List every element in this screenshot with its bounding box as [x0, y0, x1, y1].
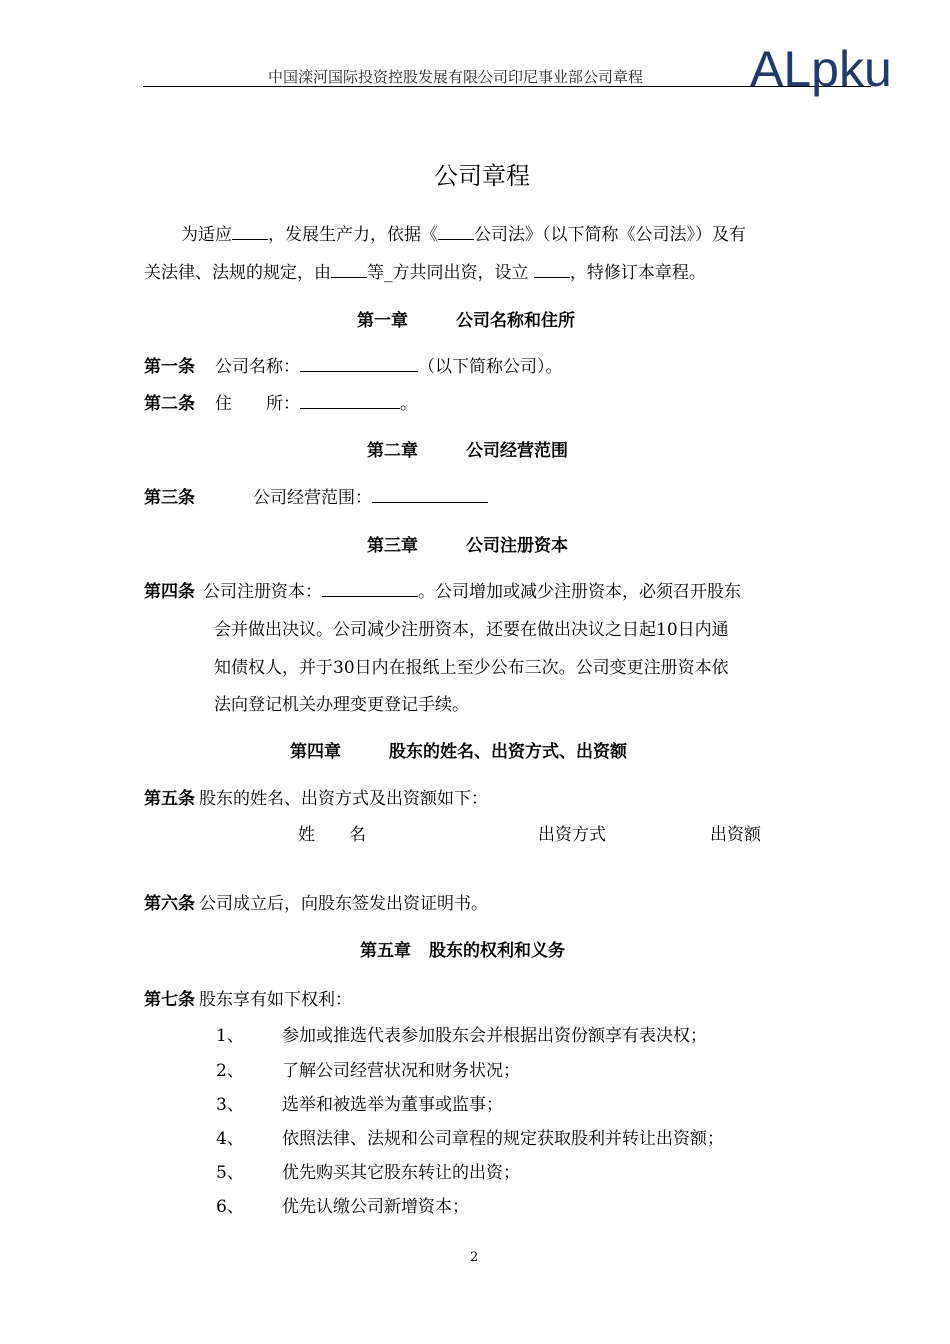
article-suffix: 。 [400, 394, 417, 414]
page-number: 2 [470, 1250, 479, 1265]
list-item-number: 3、 [216, 1095, 244, 1115]
list-item-text: 参加或推选代表参加股东会并根据出资份额享有表决权； [282, 1026, 707, 1046]
article-label: 公司经营范围： [253, 488, 372, 508]
article-number: 第四条 [144, 582, 195, 602]
blank-line [322, 580, 418, 597]
column-header-amount: 出资额 [710, 825, 761, 845]
article-2 [144, 389, 417, 414]
article-4-line-4: 法向登记机关办理变更登记手续。 [214, 695, 469, 715]
chapter-title: 股东的姓名、出资方式、出资额 [389, 742, 627, 762]
article-number: 第一条 [144, 357, 195, 377]
preamble-text: ，发展生产力，依据《 [268, 225, 438, 245]
page-title: 公司章程 [434, 162, 530, 190]
preamble-text: 等_方共同出资，设立 [367, 263, 534, 283]
article-4-line-2: 会并做出决议。公司减少注册资本，还要在做出决议之日起10日内通 [214, 620, 729, 640]
article-text: 公司成立后，向股东签发出资证明书。 [199, 894, 488, 914]
article-label: 住 所： [215, 394, 300, 414]
running-header: 中国滦河国际投资控股发展有限公司印尼事业部公司章程 [268, 68, 644, 86]
chapter-3-heading [367, 531, 568, 556]
chapter-title: 公司经营范围 [466, 441, 568, 461]
chapter-number: 第一章 [357, 311, 408, 331]
company-logo [750, 38, 892, 100]
list-item-number: 4、 [216, 1129, 244, 1149]
article-label: 公司名称： [215, 357, 300, 377]
blank-line [300, 392, 400, 409]
chapter-number: 第四章 [290, 742, 341, 762]
chapter-number: 第二章 [367, 441, 418, 461]
list-item-text: 依照法律、法规和公司章程的规定获取股利并转让出资额； [282, 1129, 724, 1149]
article-5 [144, 784, 488, 809]
column-header-method: 出资方式 [538, 825, 606, 845]
blank-line [331, 261, 367, 278]
preamble-line-2 [144, 258, 706, 283]
chapter-title: 股东的权利和义务 [429, 941, 565, 961]
list-item-number: 1、 [216, 1026, 244, 1046]
article-number: 第七条 [144, 990, 195, 1010]
chapter-title: 公司名称和住所 [456, 311, 575, 331]
chapter-title: 公司注册资本 [466, 536, 568, 556]
list-item-text: 优先购买其它股东转让的出资； [282, 1163, 520, 1183]
preamble-text: ，特修订本章程。 [569, 263, 706, 283]
chapter-number: 第三章 [367, 536, 418, 556]
list-item-number: 6、 [216, 1197, 244, 1217]
blank-line [232, 223, 268, 240]
chapter-2-heading [367, 436, 568, 461]
chapter-number: 第五章 [360, 941, 411, 961]
article-number: 第五条 [144, 789, 195, 809]
article-text: 股东的姓名、出资方式及出资额如下： [199, 789, 488, 809]
article-1 [144, 352, 563, 377]
article-6 [144, 889, 488, 914]
list-item-text: 了解公司经营状况和财务状况； [282, 1061, 520, 1081]
list-item-text: 选举和被选举为董事或监事； [282, 1095, 503, 1115]
list-item-number: 2、 [216, 1061, 244, 1081]
chapter-5-heading [360, 936, 565, 961]
blank-line [300, 355, 418, 372]
article-suffix: （以下简称公司）。 [418, 357, 563, 377]
article-7 [144, 985, 352, 1010]
list-item-number: 5、 [216, 1163, 244, 1183]
preamble-text: 为适应 [181, 225, 232, 245]
blank-line [534, 261, 570, 278]
article-text: 。公司增加或减少注册资本，必须召开股东 [418, 582, 741, 602]
article-4-line-3: 知债权人，并于30日内在报纸上至少公布三次。公司变更注册资本依 [214, 658, 729, 678]
chapter-4-heading [290, 737, 627, 762]
preamble-line-1 [181, 220, 746, 245]
article-label: 公司注册资本： [203, 582, 322, 602]
logo-text: ALpku [750, 41, 892, 97]
article-4-line-1 [144, 577, 741, 602]
column-header-name: 姓 名 [298, 825, 366, 845]
chapter-1-heading [357, 306, 575, 331]
article-number: 第三条 [144, 488, 195, 508]
preamble-text: 公司法》（以下简称《公司法》）及有 [474, 225, 746, 245]
preamble-text: 关法律、法规的规定，由 [144, 263, 331, 283]
article-number: 第六条 [144, 894, 195, 914]
blank-line [372, 486, 488, 503]
article-text: 股东享有如下权利： [199, 990, 352, 1010]
article-number: 第二条 [144, 394, 195, 414]
list-item-text: 优先认缴公司新增资本； [282, 1197, 469, 1217]
blank-line [438, 223, 474, 240]
article-3 [144, 483, 488, 508]
